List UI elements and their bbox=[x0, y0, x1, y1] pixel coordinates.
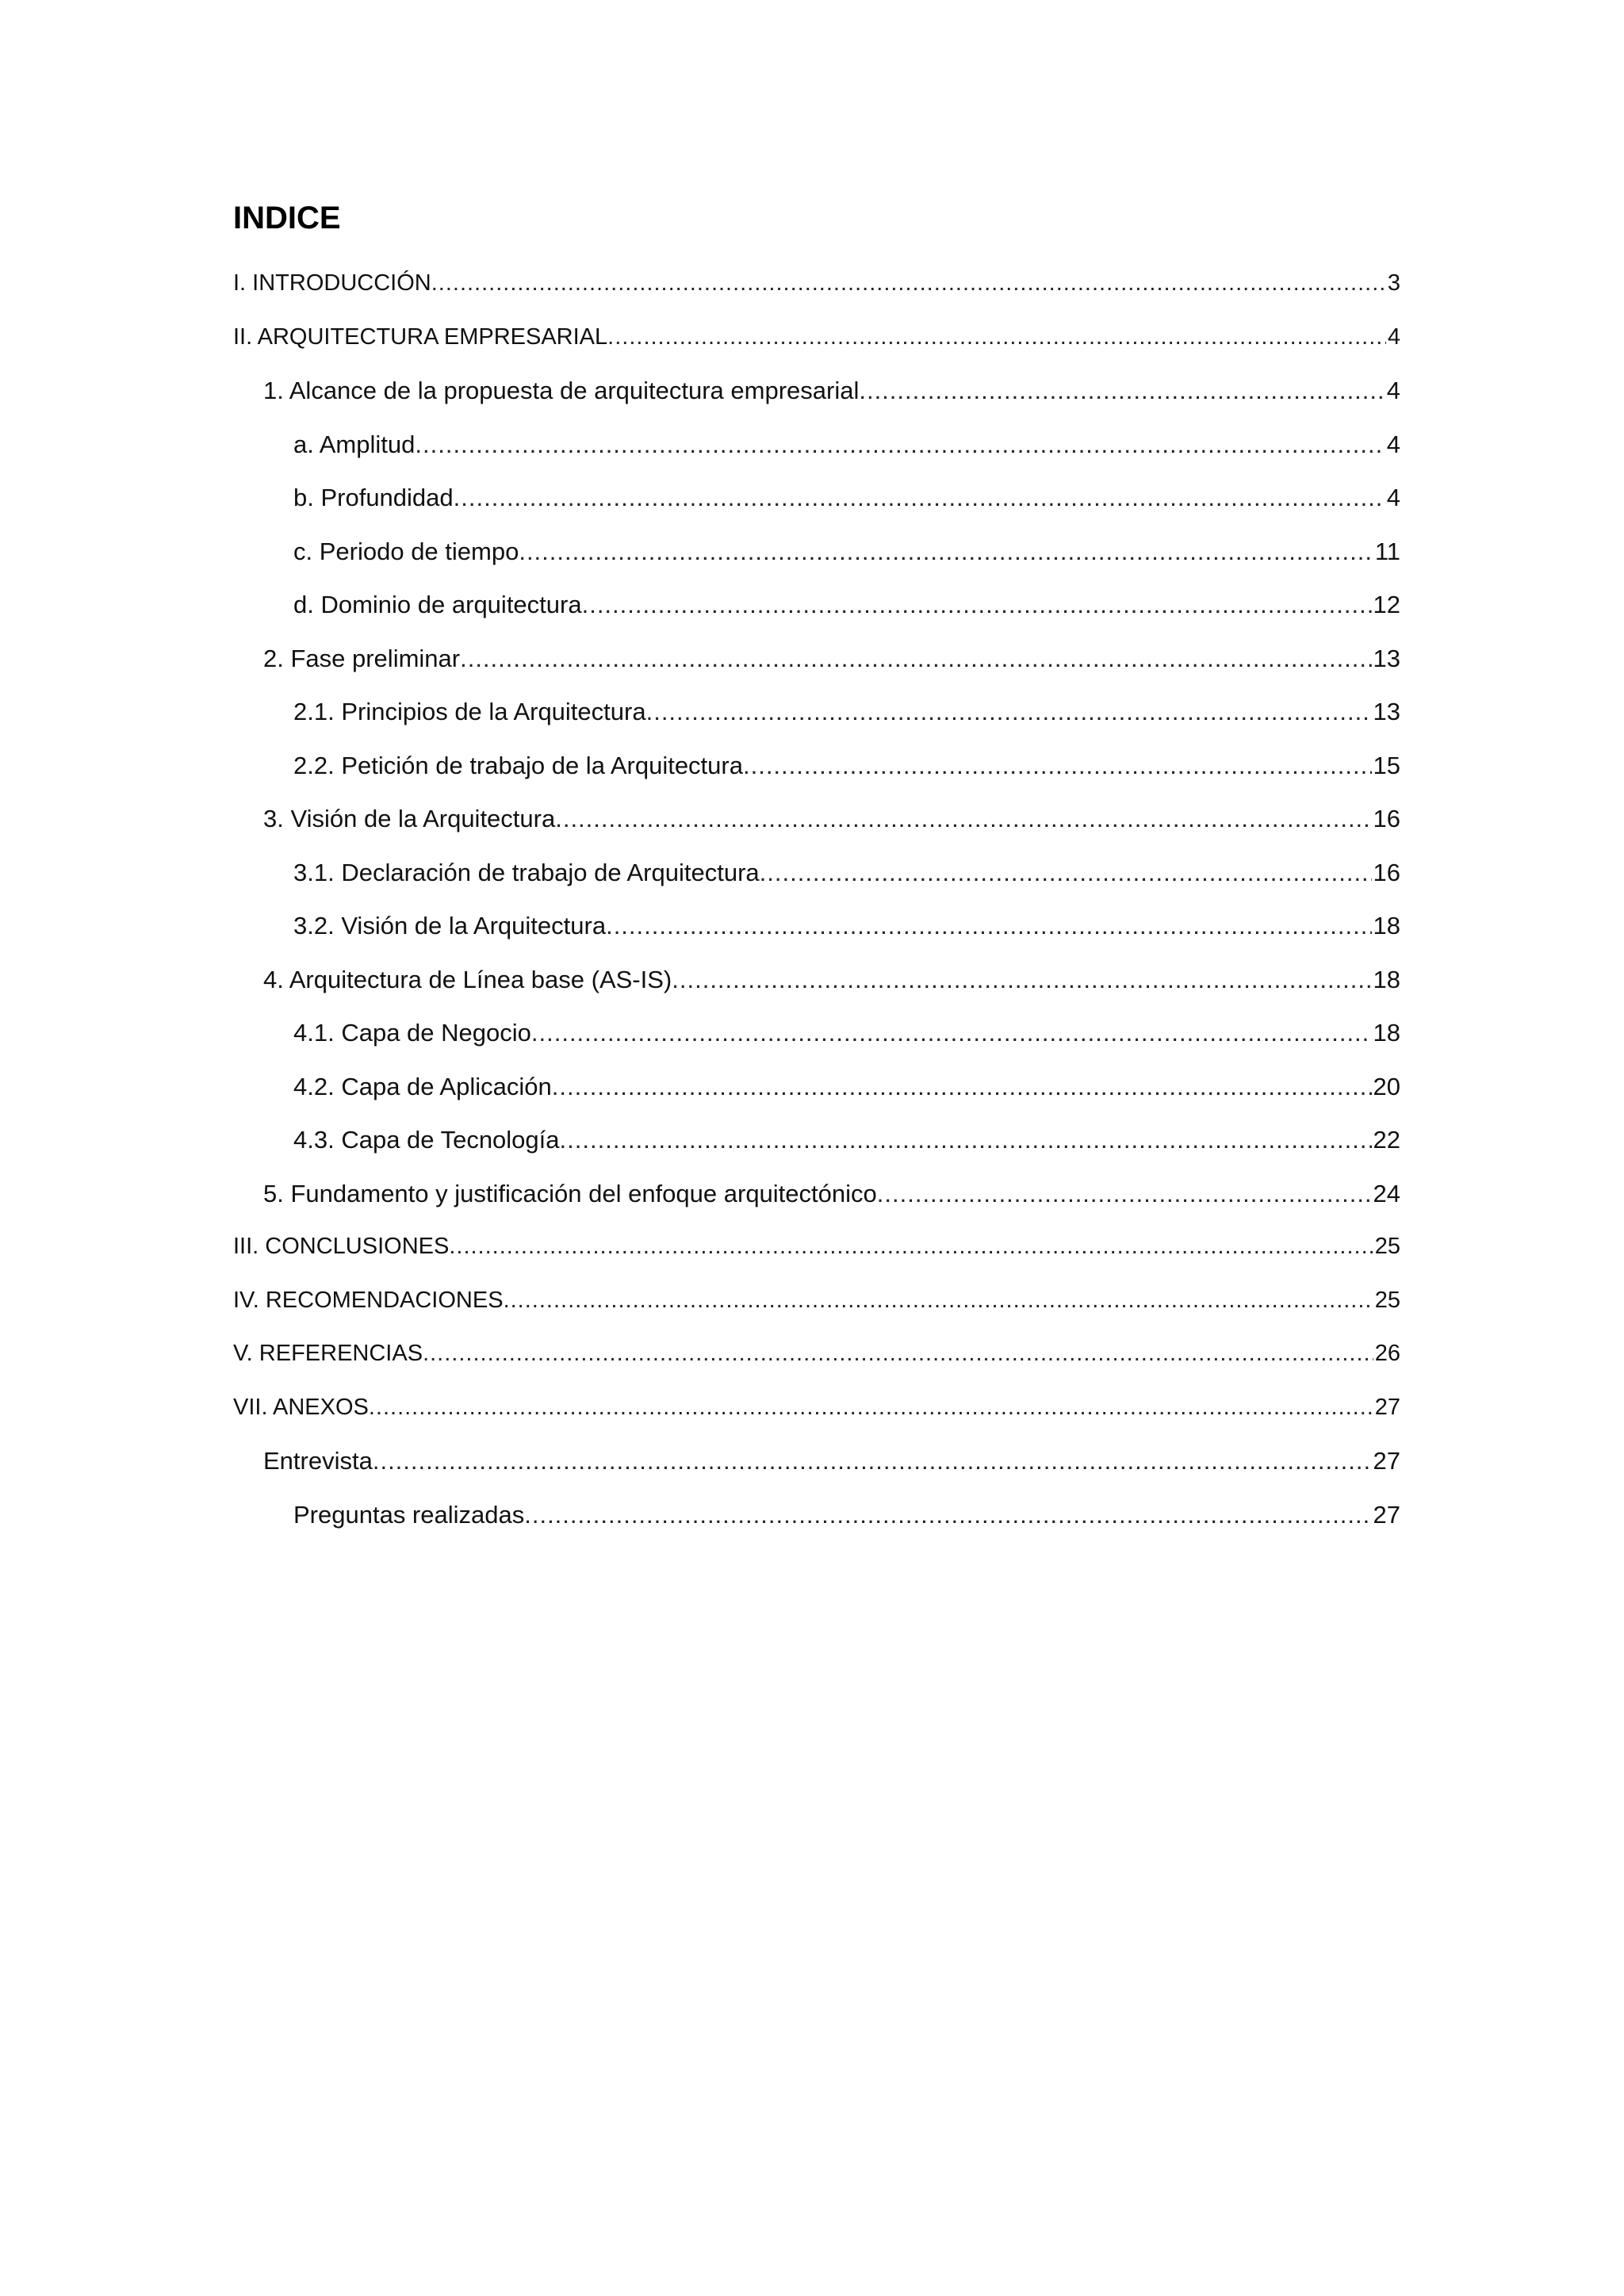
toc-entry-page-number: 16 bbox=[1373, 858, 1400, 886]
toc-dot-leader bbox=[415, 418, 1385, 472]
toc-entry[interactable] bbox=[233, 364, 1400, 418]
toc-entry[interactable] bbox=[233, 1488, 1400, 1542]
toc-entry-label: Entrevista bbox=[263, 1447, 373, 1475]
toc-entry-page-number: 3 bbox=[1387, 270, 1400, 296]
toc-entry[interactable] bbox=[233, 1274, 1400, 1328]
toc-dot-leader bbox=[560, 1113, 1372, 1167]
toc-entry-page-number: 13 bbox=[1373, 698, 1400, 725]
toc-dot-leader bbox=[606, 899, 1371, 953]
toc-dot-leader bbox=[646, 685, 1372, 739]
toc-dot-leader bbox=[423, 1327, 1373, 1381]
toc-entry-page-number: 25 bbox=[1374, 1234, 1400, 1259]
toc-entry-page-number: 26 bbox=[1374, 1341, 1400, 1366]
toc-entry-label: b. Profundidad bbox=[293, 484, 454, 511]
toc-entry-label: VII. ANEXOS bbox=[233, 1394, 369, 1420]
toc-dot-leader bbox=[431, 257, 1386, 311]
toc-dot-leader bbox=[760, 846, 1372, 900]
toc-entry-label: a. Amplitud bbox=[293, 430, 416, 458]
toc-entry-label: d. Dominio de arquitectura bbox=[293, 591, 582, 618]
toc-entry-label: V. REFERENCIAS bbox=[233, 1341, 423, 1366]
toc-entry-page-number: 4 bbox=[1386, 430, 1400, 458]
toc-entry-page-number: 18 bbox=[1373, 1019, 1400, 1047]
toc-entry-page-number: 24 bbox=[1373, 1179, 1400, 1207]
toc-entry-page-number: 16 bbox=[1373, 805, 1400, 832]
toc-title: INDICE bbox=[233, 201, 341, 235]
toc-entry-label: 2.2. Petición de trabajo de la Arquitectura bbox=[293, 751, 743, 779]
toc-entry-label: III. CONCLUSIONES bbox=[233, 1234, 450, 1259]
toc-entry[interactable] bbox=[233, 1220, 1400, 1274]
toc-dot-leader bbox=[672, 953, 1371, 1007]
toc-entry[interactable] bbox=[233, 471, 1400, 525]
toc-entry-page-number: 11 bbox=[1374, 537, 1400, 565]
toc-entry[interactable] bbox=[233, 1060, 1400, 1114]
toc-dot-leader bbox=[582, 578, 1372, 632]
toc-entry-page-number: 18 bbox=[1373, 965, 1400, 993]
toc-dot-leader bbox=[859, 364, 1385, 418]
toc-dot-leader bbox=[460, 632, 1371, 686]
toc-entry[interactable] bbox=[233, 953, 1400, 1007]
toc-entry-page-number: 4 bbox=[1387, 323, 1400, 350]
toc-entry-page-number: 20 bbox=[1373, 1072, 1400, 1100]
toc-entry-page-number: 4 bbox=[1386, 377, 1400, 404]
toc-entry-page-number: 25 bbox=[1374, 1287, 1400, 1313]
toc-entry[interactable] bbox=[233, 1381, 1400, 1435]
toc-entry-page-number: 27 bbox=[1373, 1500, 1400, 1529]
toc-entry[interactable] bbox=[233, 578, 1400, 632]
toc-entry-label: IV. RECOMENDACIONES bbox=[233, 1287, 504, 1313]
toc-entry-label: 4.1. Capa de Negocio bbox=[293, 1019, 531, 1047]
toc-entry-label: 3. Visión de la Arquitectura bbox=[263, 805, 556, 832]
toc-entry-page-number: 4 bbox=[1386, 484, 1400, 511]
toc-entry-label: II. ARQUITECTURA EMPRESARIAL bbox=[233, 323, 608, 350]
toc-dot-leader bbox=[743, 739, 1372, 793]
toc-entry[interactable] bbox=[233, 257, 1400, 311]
toc-dot-leader bbox=[607, 311, 1386, 365]
toc-dot-leader bbox=[373, 1434, 1372, 1488]
toc-entry[interactable] bbox=[233, 739, 1400, 793]
toc-list bbox=[233, 257, 1400, 1541]
toc-entry-label: 2.1. Principios de la Arquitectura bbox=[293, 698, 646, 725]
toc-entry[interactable] bbox=[233, 311, 1400, 365]
toc-dot-leader bbox=[877, 1167, 1372, 1221]
toc-dot-leader bbox=[531, 1006, 1372, 1060]
toc-entry[interactable] bbox=[233, 1006, 1400, 1060]
toc-entry[interactable] bbox=[233, 846, 1400, 900]
table-of-contents bbox=[233, 197, 1400, 1541]
toc-entry-label: 2. Fase preliminar bbox=[263, 644, 461, 672]
toc-dot-leader bbox=[449, 1220, 1373, 1274]
toc-entry[interactable] bbox=[233, 792, 1400, 846]
toc-entry-label: 5. Fundamento y justificación del enfoque arquitectónico bbox=[263, 1179, 877, 1207]
toc-entry[interactable] bbox=[233, 632, 1400, 686]
toc-entry-page-number: 13 bbox=[1373, 644, 1400, 672]
toc-entry[interactable] bbox=[233, 899, 1400, 953]
toc-entry-label: 3.2. Visión de la Arquitectura bbox=[293, 912, 607, 939]
toc-entry[interactable] bbox=[233, 525, 1400, 579]
toc-entry-label: I. INTRODUCCIÓN bbox=[233, 270, 431, 296]
toc-entry-label: 4. Arquitectura de Línea base (AS-IS) bbox=[263, 965, 672, 993]
toc-entry-page-number: 22 bbox=[1373, 1126, 1400, 1154]
toc-entry[interactable] bbox=[233, 1434, 1400, 1488]
toc-entry-label: c. Periodo de tiempo bbox=[293, 537, 519, 565]
toc-dot-leader bbox=[519, 525, 1373, 579]
toc-entry[interactable] bbox=[233, 1113, 1400, 1167]
toc-entry-page-number: 27 bbox=[1374, 1394, 1400, 1420]
toc-entry-page-number: 12 bbox=[1373, 591, 1400, 618]
toc-entry-page-number: 15 bbox=[1373, 751, 1400, 779]
toc-entry-label: 1. Alcance de la propuesta de arquitectura empresarial bbox=[263, 377, 860, 404]
toc-dot-leader bbox=[555, 792, 1371, 846]
toc-dot-leader bbox=[504, 1274, 1373, 1328]
toc-entry-label: Preguntas realizadas bbox=[293, 1500, 525, 1529]
toc-dot-leader bbox=[552, 1060, 1372, 1114]
toc-dot-leader bbox=[369, 1381, 1373, 1435]
toc-dot-leader bbox=[524, 1488, 1371, 1542]
toc-entry-label: 4.2. Capa de Aplicación bbox=[293, 1072, 552, 1100]
toc-entry-page-number: 18 bbox=[1373, 912, 1400, 939]
toc-dot-leader bbox=[454, 471, 1385, 525]
toc-entry-label: 3.1. Declaración de trabajo de Arquitectura bbox=[293, 858, 760, 886]
toc-entry-page-number: 27 bbox=[1373, 1447, 1400, 1475]
toc-entry[interactable] bbox=[233, 1167, 1400, 1221]
toc-entry[interactable] bbox=[233, 685, 1400, 739]
toc-entry-label: 4.3. Capa de Tecnología bbox=[293, 1126, 560, 1154]
toc-entry[interactable] bbox=[233, 1327, 1400, 1381]
toc-entry[interactable] bbox=[233, 418, 1400, 472]
